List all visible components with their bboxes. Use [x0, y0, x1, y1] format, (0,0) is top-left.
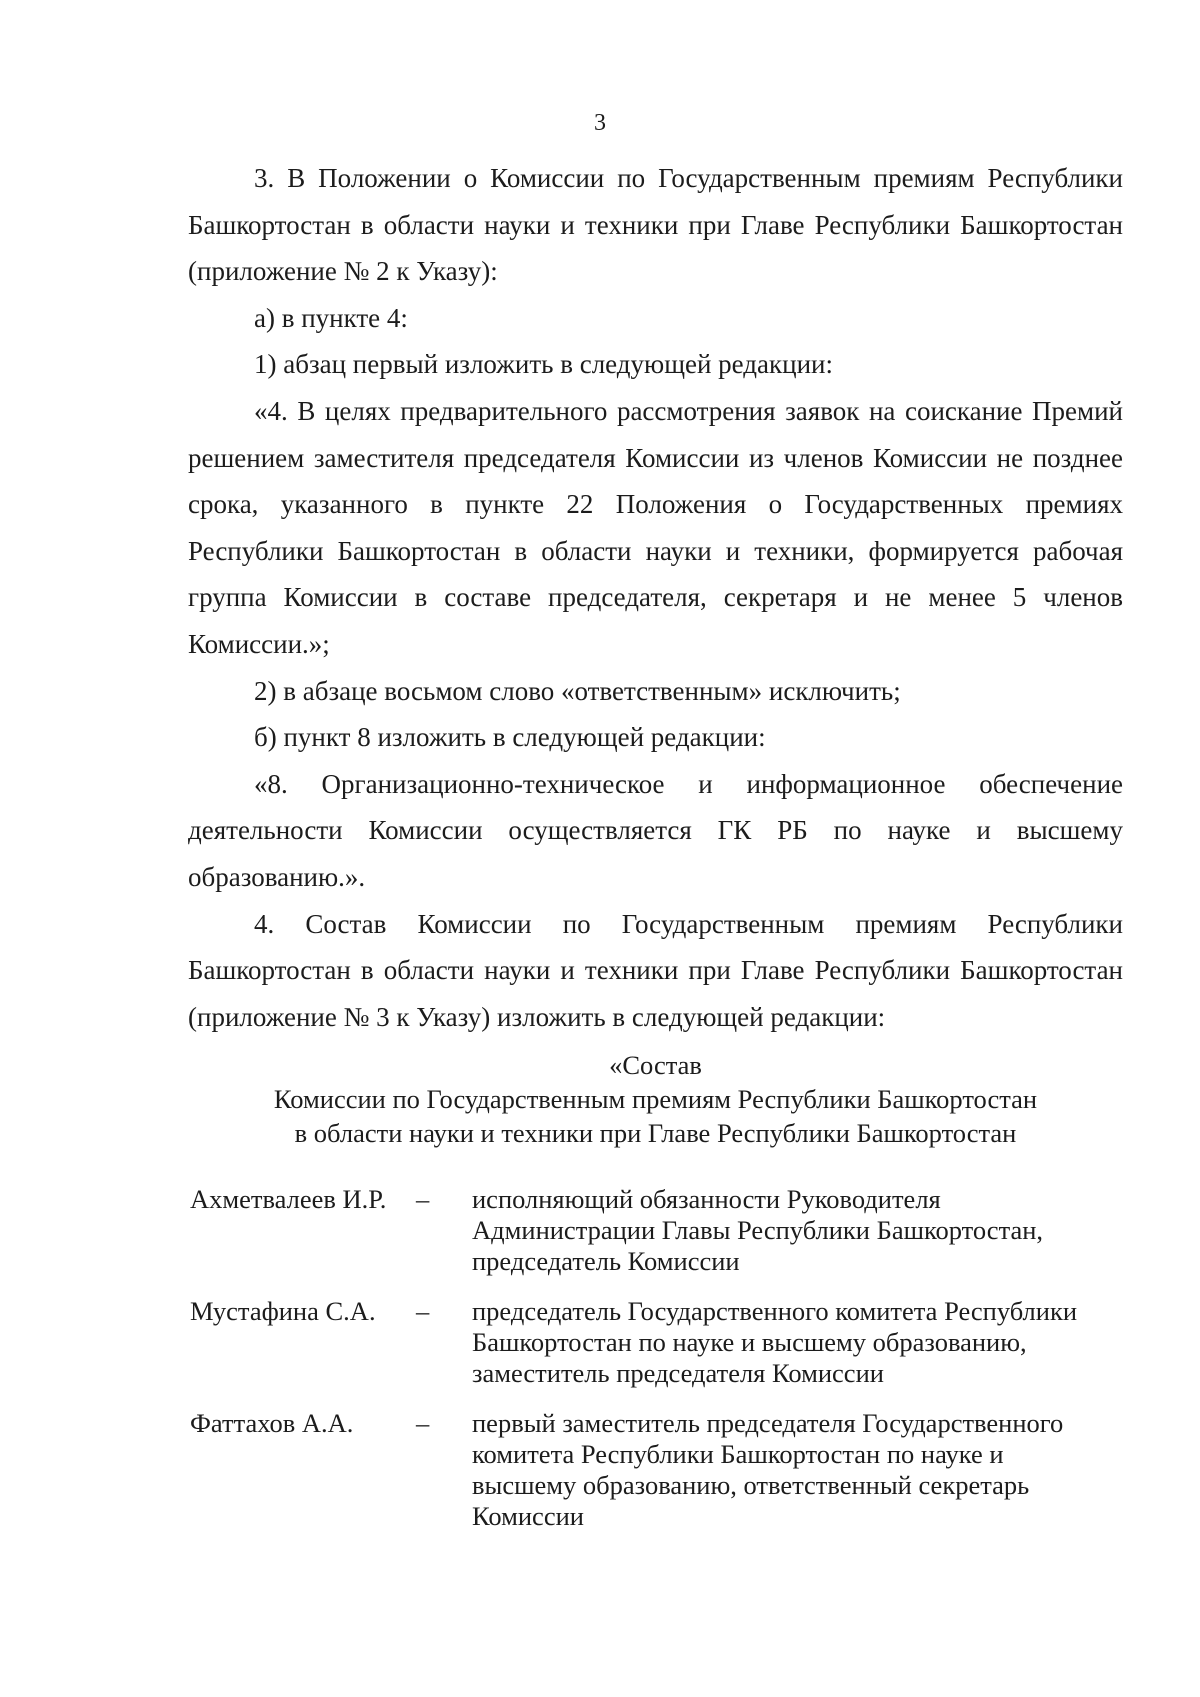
member-row — [190, 1296, 1140, 1389]
paragraph-item-a: а) в пункте 4: — [254, 302, 408, 333]
member-dash: – — [416, 1296, 430, 1326]
composition-title-line-1: «Состав — [609, 1050, 702, 1080]
paragraph-quote-point-8: «8. Организационно-техническое и информационное обеспечение деятельности Комиссии осуществляется ГК РБ по науке и высшему образованию.». — [188, 768, 1123, 892]
member-role: председатель Государственного комитета Республики Башкортостан по науке и высшему образованию, заместитель председателя Комиссии — [472, 1296, 1078, 1388]
paragraph-subitem-2: 2) в абзаце восьмом слово «ответственным» исключить; — [254, 675, 901, 706]
composition-title — [188, 1048, 1123, 1150]
member-name: Ахметвалеев И.Р. — [190, 1184, 387, 1214]
page-number: 3 — [594, 110, 606, 136]
paragraph-section-3: 3. В Положении о Комиссии по Государственным премиям Республики Башкортостан в области науки и техники при Главе Республики Башкортостан (приложение № 2 к Указу): — [188, 163, 1123, 287]
document-body — [188, 155, 1123, 1040]
member-list — [190, 1184, 1140, 1551]
composition-title-line-3: в области науки и техники при Главе Республики Башкортостан — [294, 1118, 1017, 1148]
member-dash: – — [416, 1184, 430, 1214]
member-name: Мустафина С.А. — [190, 1296, 376, 1326]
paragraph-quote-point-4: «4. В целях предварительного рассмотрения заявок на соискание Премий решением заместителя председателя Комиссии из членов Комиссии не позднее срока, указанного в пункте 22 Положения о Государственных премиях Республики Башкортостан в области науки и техники, формируется рабочая группа Комиссии в составе председателя, секретаря и не менее 5 членов Комиссии.»; — [188, 395, 1123, 659]
member-role: первый заместитель председателя Государственного комитета Республики Башкортостан по науке и высшему образованию, ответственный секретарь Комиссии — [472, 1408, 1064, 1531]
member-dash: – — [416, 1408, 430, 1438]
member-role: исполняющий обязанности Руководителя Администрации Главы Республики Башкортостан, председатель Комиссии — [472, 1184, 1044, 1276]
paragraph-subitem-1: 1) абзац первый изложить в следующей редакции: — [254, 349, 833, 380]
composition-title-line-2: Комиссии по Государственным премиям Республики Башкортостан — [273, 1084, 1038, 1114]
member-row — [190, 1408, 1140, 1532]
member-row — [190, 1184, 1140, 1277]
paragraph-section-4: 4. Состав Комиссии по Государственным премиям Республики Башкортостан в области науки и техники при Главе Республики Башкортостан (приложение № 3 к Указу) изложить в следующей редакции: — [188, 908, 1123, 1032]
member-name: Фаттахов А.А. — [190, 1408, 354, 1438]
paragraph-item-b: б) пункт 8 изложить в следующей редакции: — [254, 722, 766, 753]
